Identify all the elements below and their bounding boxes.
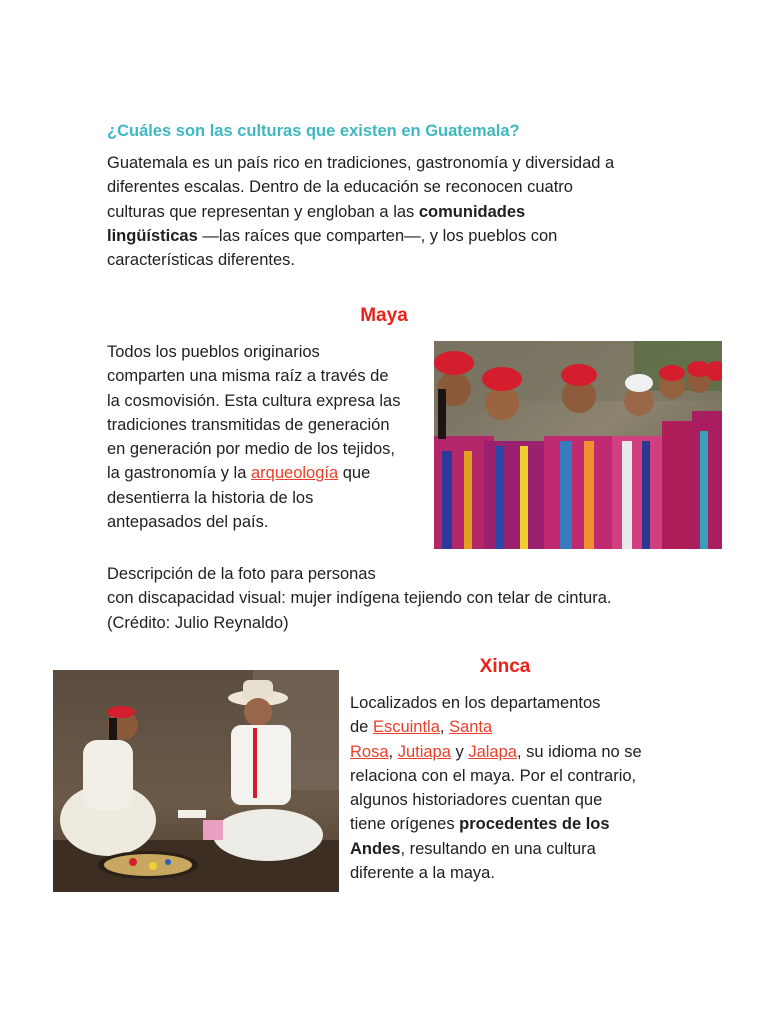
- intro-text: culturas que representan y engloban a las: [107, 202, 419, 221]
- xinca-text: ,: [388, 742, 398, 761]
- xinca-text: , resultando en una cultura: [400, 839, 596, 858]
- xinca-text: tiene orígenes: [350, 815, 460, 834]
- xinca-line: [350, 715, 670, 739]
- xinca-text: ,: [439, 718, 450, 737]
- escuintla-link[interactable]: Escuintla: [372, 718, 440, 737]
- maya-line: [107, 461, 427, 485]
- xinca-text: , su idioma no se: [516, 742, 642, 761]
- xinca-line: Localizados en los departamentos: [350, 694, 601, 712]
- maya-line: antepasados del país.: [107, 513, 269, 532]
- xinca-people-photo: [53, 670, 339, 892]
- photo-caption: [107, 562, 667, 635]
- intro-line: Guatemala es un país rico en tradiciones, gastronomía y diversidad a: [107, 154, 615, 172]
- xinca-line: diferente a la maya.: [350, 864, 495, 883]
- xinca-line: [350, 812, 670, 836]
- xinca-paragraph: [350, 691, 670, 885]
- intro-text: —las raíces que comparten—, y los pueblos con: [197, 226, 558, 245]
- santa-rosa-link-cont[interactable]: Rosa: [350, 742, 389, 761]
- arqueologia-link[interactable]: arqueología: [251, 464, 339, 483]
- xinca-bold-text: Andes: [350, 839, 401, 858]
- intro-line: [107, 200, 667, 224]
- xinca-text: de: [350, 718, 373, 737]
- xinca-text: y: [450, 742, 469, 761]
- maya-line: la cosmovisión. Esta cultura expresa las: [107, 391, 401, 410]
- maya-text: que: [338, 464, 371, 483]
- maya-heading: Maya: [360, 305, 408, 326]
- caption-line: (Crédito: Julio Reynaldo): [107, 613, 289, 632]
- caption-line: Descripción de la foto para personas: [107, 565, 376, 583]
- jutiapa-link[interactable]: Jutiapa: [397, 742, 451, 761]
- maya-paragraph: [107, 340, 427, 534]
- intro-bold-text: comunidades: [418, 202, 526, 221]
- maya-text: la gastronomía y la: [107, 464, 251, 483]
- xinca-line: relaciona con el maya. Por el contrario,: [350, 766, 637, 785]
- santa-rosa-link[interactable]: Santa: [449, 718, 493, 737]
- jalapa-link[interactable]: Jalapa: [468, 742, 517, 761]
- xinca-line: [350, 740, 670, 764]
- intro-paragraph: [107, 151, 667, 272]
- maya-line: desentierra la historia de los: [107, 488, 314, 507]
- caption-line: con discapacidad visual: mujer indígena tejiendo con telar de cintura.: [107, 589, 612, 608]
- maya-line: Todos los pueblos originarios: [107, 343, 320, 361]
- intro-bold-text: lingüísticas: [107, 226, 198, 245]
- intro-line: diferentes escalas. Dentro de la educación se reconocen cuatro: [107, 178, 573, 197]
- xinca-bold-text: procedentes de los: [459, 815, 610, 834]
- maya-line: tradiciones transmitidas de generación: [107, 415, 390, 434]
- maya-line: comparten una misma raíz a través de: [107, 367, 389, 386]
- xinca-line: algunos historiadores cuentan que: [350, 791, 603, 810]
- maya-line: en generación por medio de los tejidos,: [107, 440, 396, 459]
- maya-women-photo: [434, 341, 722, 549]
- intro-line: características diferentes.: [107, 251, 295, 270]
- intro-line: [107, 224, 667, 248]
- xinca-heading: Xinca: [479, 656, 531, 677]
- xinca-line: [350, 837, 670, 861]
- section-question: ¿Cuáles son las culturas que existen en Guatemala?: [107, 122, 520, 140]
